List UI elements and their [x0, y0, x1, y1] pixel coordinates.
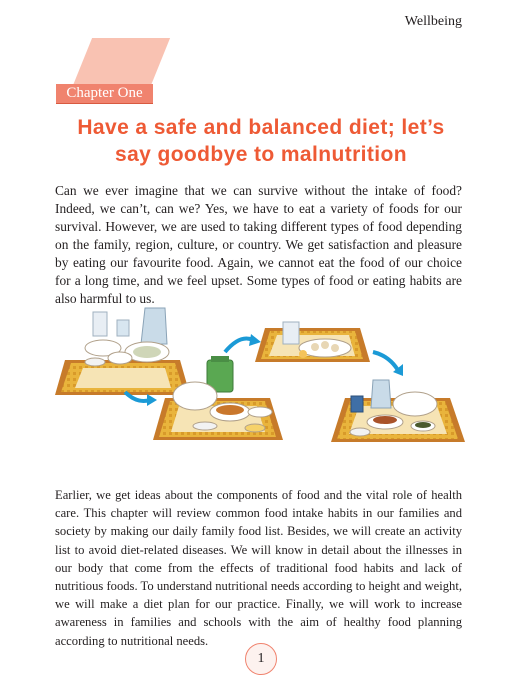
page-number: 1	[245, 643, 277, 675]
overview-paragraph: Earlier, we get ideas about the components of food and the vital role of health care. This chapter will review common food intake habits in our families and society by making our daily family food list. Besides, we will create an activity list to avoid diet-related diseases. We will know in detail about the illnesses in our body that come from the effects of traditional food habits and lack of nutritious foods. To understand nutritional needs according to height and weight, we will make a diet plan for our practice. Finally, we will work to increase awareness in families and schools with the aim of healthy food planning according to nutritional needs.	[55, 488, 462, 648]
intro-paragraph: Can we ever imagine that we can survive without the intake of food? Indeed, we can’t, can we? Yes, we have to eat a variety of foods for our survival. However, we are used to taking different types of food depending on the family, region, culture, or country. We get satisfaction and pleasure by eating our favourite food. Again, we cannot eat the food of our choice for a long time, and we feel upset. Some types of food or eating habits are also harmful to us.	[55, 183, 462, 306]
chapter-decoration	[72, 38, 170, 88]
arrow-head-icon	[249, 334, 261, 346]
food-tray-4	[331, 380, 465, 442]
section-header: Wellbeing	[404, 14, 462, 29]
arrow-icon	[373, 352, 399, 372]
chapter-title	[40, 114, 482, 168]
chapter-title-line-2: say goodbye to malnutrition	[115, 143, 407, 166]
arrow-head-icon	[147, 394, 157, 406]
food-tray-2	[255, 322, 370, 362]
chapter-title-line-1: Have a safe and balanced diet; let’s	[77, 116, 445, 139]
chapter-badge	[68, 38, 160, 104]
food-tray-1	[55, 308, 190, 395]
food-trays-illustration	[55, 300, 470, 450]
chapter-label: Chapter One	[56, 84, 153, 104]
arrow-icon	[225, 339, 253, 353]
